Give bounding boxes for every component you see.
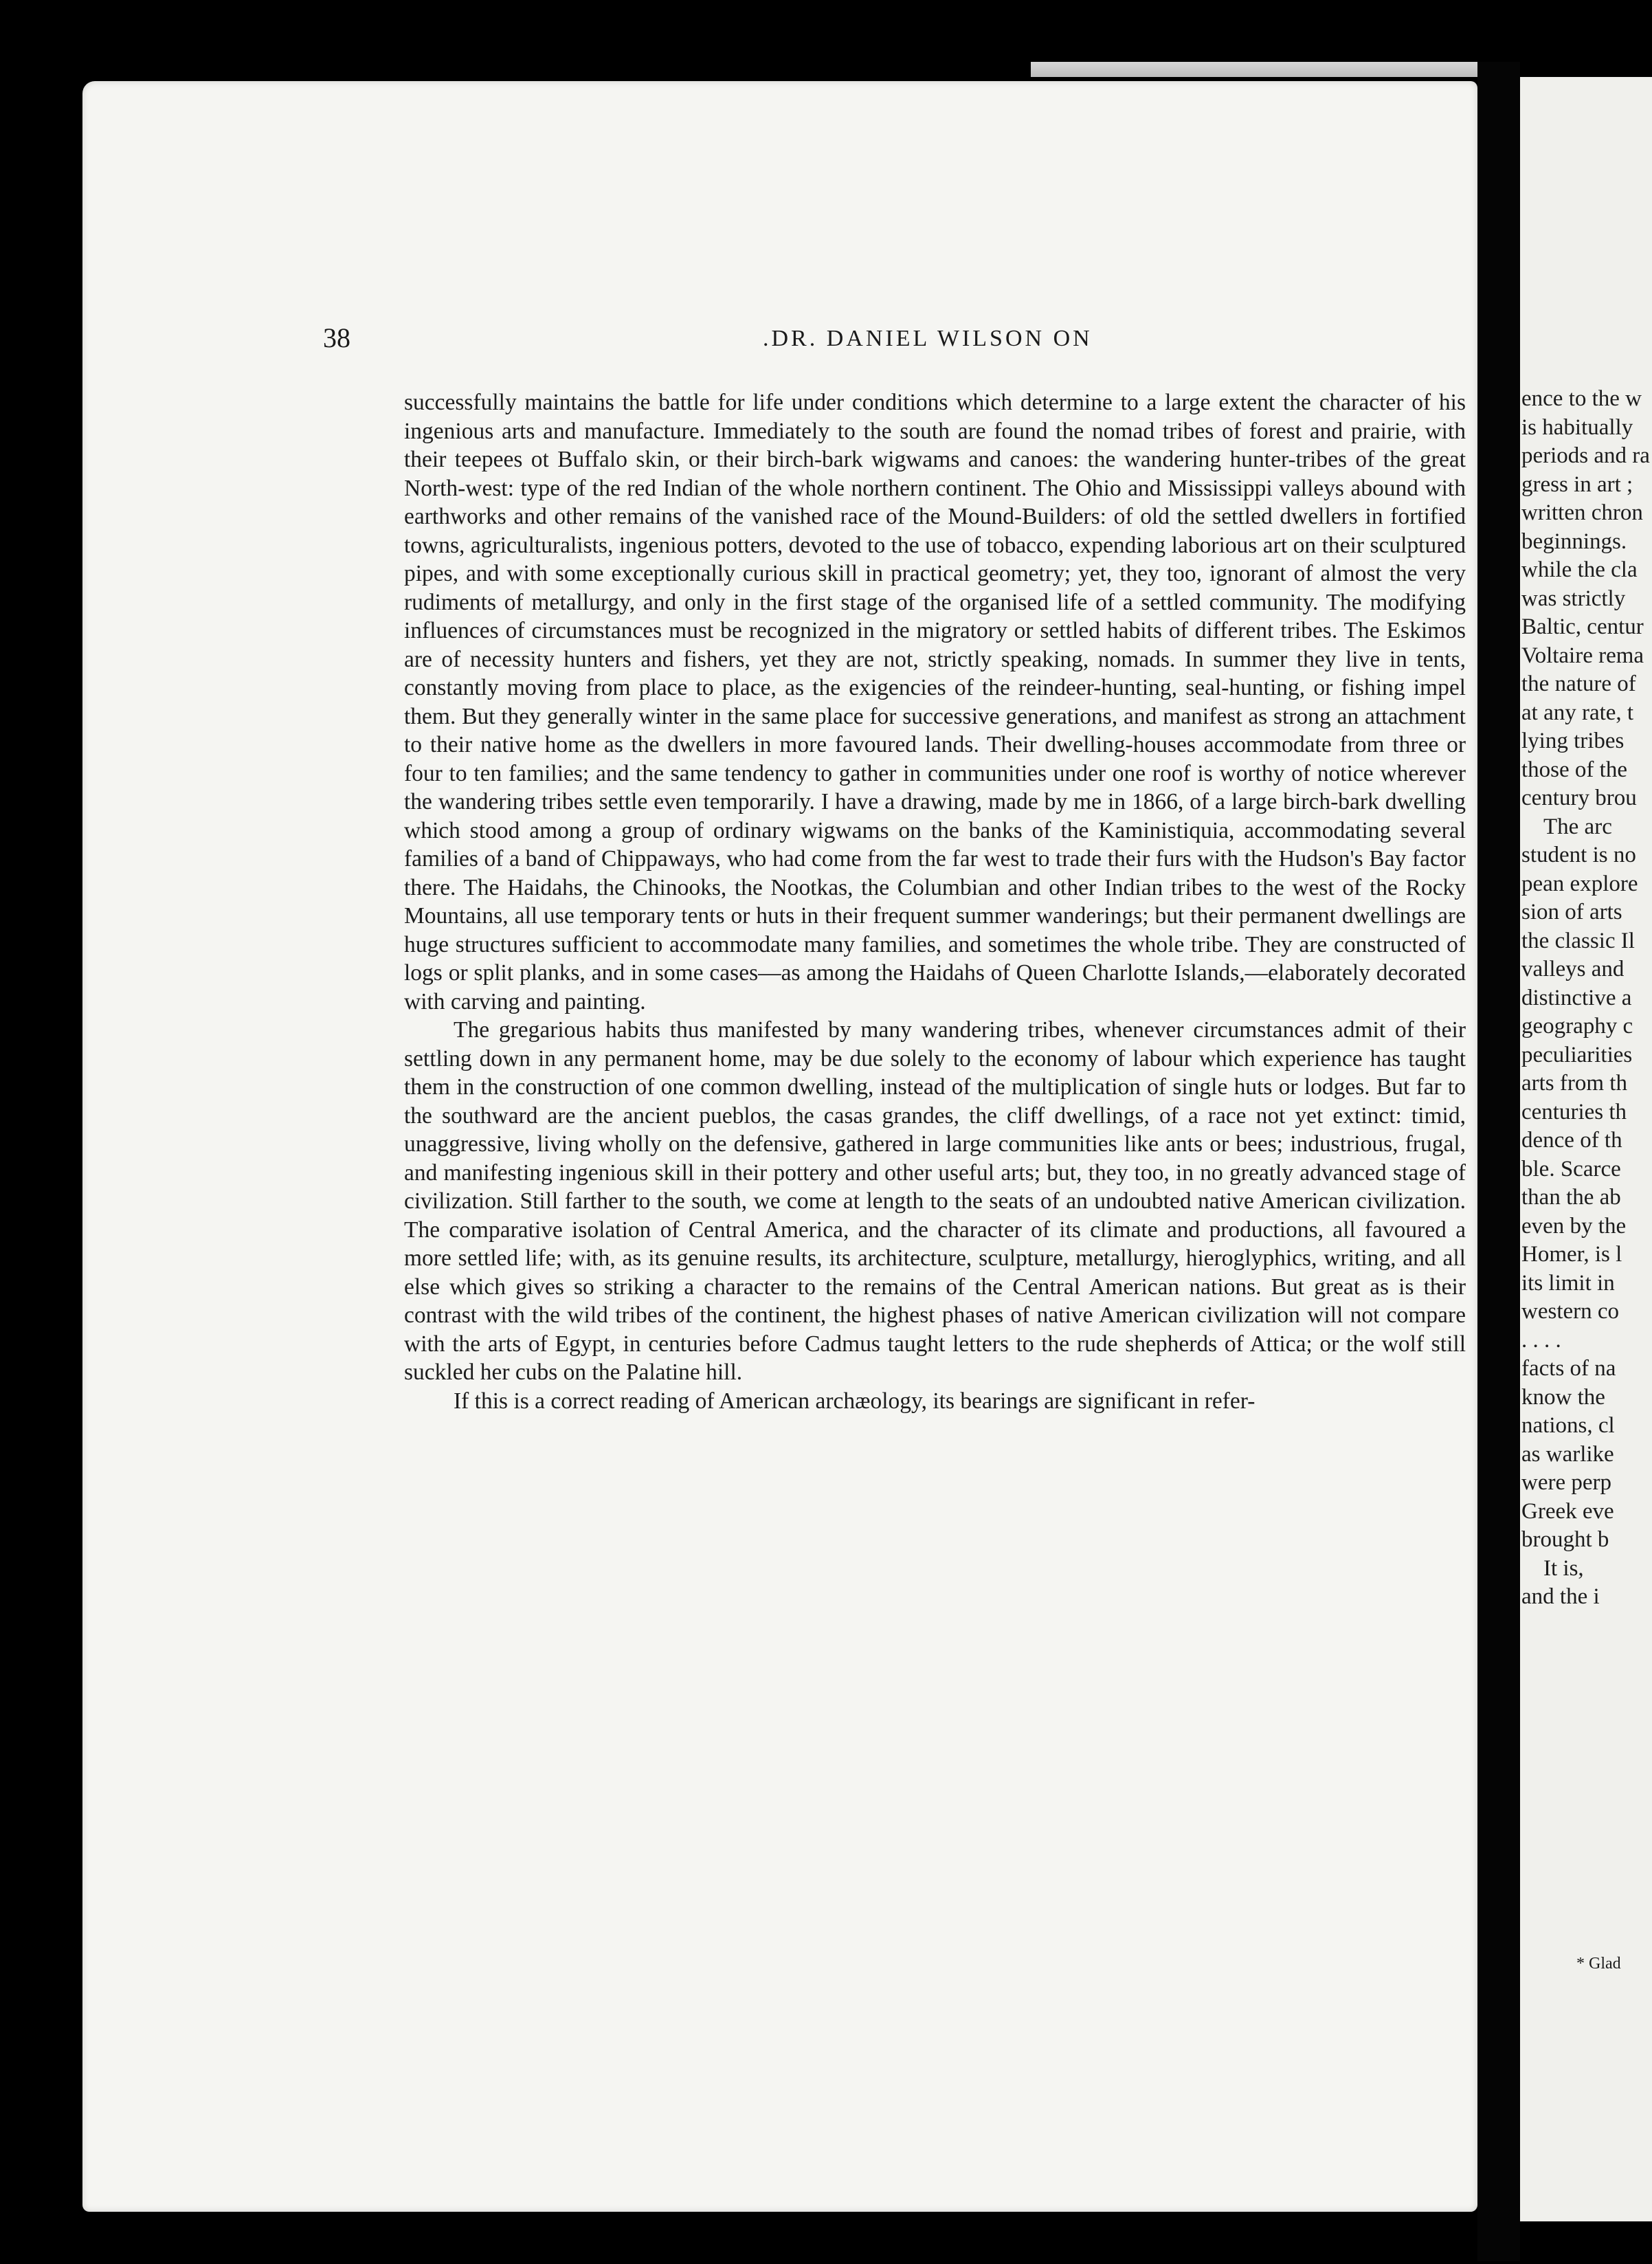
facing-page-line: was strictly: [1521, 586, 1626, 611]
facing-page-line: know the: [1521, 1384, 1605, 1410]
paragraph: successfully maintains the battle for life under conditions which determine to a large extent the character of his ingenious arts and manufacture. Immediately to the south are found the nomad tribes of forest and prairie, with their teepees ot Buffalo skin, or their birch-bark wigwams and canoes: the wandering hunter-tribes of the great North-west: type of the red Indian of the whole northern continent. The Ohio and Mississippi valleys abound with earthworks and other remains of the vanished race of the Mound-Builders: of old the settled dwellers in fortified towns, agriculturalists, ingenious potters, devoted to the use of tobacco, expending laborious art on their sculptured pipes, and with some exceptionally curious skill in practical geometry; yet, they too, ignorant of almost the very rudiments of metallurgy, and only in the first stage of the organised life of a settled community. The modifying influences of circumstances must be recognized in the migratory or settled habits of different tribes. The Eskimos are of necessity hunters and fishers, yet they are not, strictly speaking, nomads. In summer they live in tents, constantly moving from place to place, as the exigencies of the reindeer-hunting, seal-hunting, or fishing impel them. But they generally winter in the same place for successive generations, and manifest as strong an attachment to their native home as the dwellers in more favoured lands. Their dwelling-houses accommodate from three or four to ten families; and the same tendency to gather in communities under one roof is worthy of notice wherever the wandering tribes settle even temporarily. I have a drawing, made by me in 1866, of a large birch-bark dwelling which stood among a group of ordinary wigwams on the banks of the Kaministiquia, accommodating several families of a band of Chippaways, who had come from the far west to trade their furs with the Hudson's Bay factor there. The Haidahs, the Chinooks, the Nootkas, the Columbian and other Indian tribes to the west of the Rocky Mountains, all use temporary tents or huts in their frequent summer wanderings; but their permanent dwellings are huge structures sufficient to accommodate many families, and sometimes the whole tribe. They are constructed of logs or split planks, and in some cases—as among the Haidahs of Queen Charlotte Islands,—elaborately decorated with carving and painting.: [404, 390, 1466, 1014]
facing-page-line: Baltic, centur: [1521, 614, 1644, 639]
facing-page-line: were perp: [1521, 1470, 1612, 1495]
facing-page-line: nations, cl: [1521, 1413, 1615, 1438]
facing-page-line: at any rate, t: [1521, 700, 1634, 725]
book-gutter: [1477, 62, 1520, 2261]
facing-page-line: student is no: [1521, 843, 1636, 867]
facing-page-line: beginnings.: [1521, 529, 1627, 554]
body-text: [404, 388, 1466, 1949]
facing-page-line: Homer, is l: [1521, 1242, 1622, 1267]
facing-page-line: the classic Il: [1521, 928, 1635, 953]
facing-page-line: lying tribes: [1521, 729, 1625, 753]
facing-page-line: western co: [1521, 1299, 1620, 1324]
facing-page-line: geography c: [1521, 1014, 1633, 1039]
facing-page-line: its limit in: [1521, 1270, 1615, 1296]
facing-page-line: gress in art ;: [1521, 471, 1633, 497]
facing-page-line: written chron: [1521, 500, 1643, 525]
facing-page-line: is habitually: [1521, 414, 1633, 440]
facing-page-line: periods and ra: [1521, 443, 1650, 468]
facing-page-line: ence to the w: [1521, 386, 1642, 411]
facing-page-line: brought b: [1521, 1527, 1609, 1552]
facing-page-line: century brou: [1521, 786, 1637, 810]
page-number: 38: [323, 322, 350, 353]
running-head: [323, 322, 1464, 363]
facing-page-text: [1521, 385, 1652, 1612]
facing-page-line: as warlike: [1521, 1441, 1614, 1467]
facing-page-line: ble. Scarce: [1521, 1156, 1621, 1181]
facing-page-line: those of the: [1521, 757, 1627, 782]
facing-page-line: valleys and: [1521, 957, 1625, 981]
facing-page-line: peculiarities: [1521, 1042, 1633, 1067]
facing-page-line: dence of th: [1521, 1128, 1622, 1153]
facing-page-line: pean explore: [1521, 871, 1638, 896]
facing-page-line: than the ab: [1521, 1185, 1621, 1210]
facing-page-line: The arc: [1543, 814, 1612, 839]
facing-page-line: and the i: [1521, 1584, 1600, 1609]
facing-page-line: the nature of: [1521, 672, 1636, 696]
paragraph: The gregarious habits thus manifested by many wandering tribes, whenever circumstances admit of their settling down in any permanent home, may be due solely to the economy of labour which experience has taught them in the construction of one common dwelling, instead of the multiplication of single huts or lodges. But far to the southward are the ancient pueblos, the casas grandes, the cliff dwellings, of a race not yet extinct: timid, unaggressive, living wholly on the defensive, gathered in large communities like ants or bees; industrious, frugal, and manifesting ingenious skill in their pottery and other useful arts; but, they too, in no greatly advanced stage of civilization. Still farther to the south, we come at length to the seats of an undoubted native American civilization. The comparative isolation of Central America, and the character of its climate and productions, all favoured a more settled life; with, as its genuine results, its architecture, sculpture, metallurgy, hieroglyphics, writing, and all else which gives so striking a character to the remains of the Central American nations. But great as is their contrast with the wild tribes of the continent, the highest phases of native American civilization will not compare with the arts of Egypt, in centuries before Cadmus taught letters to the rude shepherds of Attica; or the wolf still suckled her cubs on the Palatine hill.: [404, 1017, 1466, 1385]
facing-page-line: centuries th: [1521, 1099, 1627, 1124]
facing-page-line: arts from th: [1521, 1071, 1627, 1096]
facing-page-line: distinctive a: [1521, 985, 1632, 1010]
facing-page-line: Greek eve: [1521, 1498, 1614, 1524]
paragraph: If this is a correct reading of American archæology, its bearings are significant in refer-: [454, 1388, 1255, 1414]
facing-page-line: even by the: [1521, 1213, 1627, 1239]
scan-edge-strip: [1031, 62, 1512, 77]
facing-page-line: . . . .: [1521, 1327, 1561, 1353]
facing-page-line: Voltaire rema: [1521, 643, 1644, 668]
facing-page-line: while the cla: [1521, 557, 1638, 582]
facing-page-footnote: * Glad: [1576, 1955, 1621, 1973]
facing-page-line: It is,: [1543, 1555, 1584, 1581]
facing-page-line: facts of na: [1521, 1356, 1616, 1381]
running-title: .DR. DANIEL WILSON ON: [763, 326, 1093, 351]
facing-page-line: sion of arts: [1521, 900, 1622, 924]
